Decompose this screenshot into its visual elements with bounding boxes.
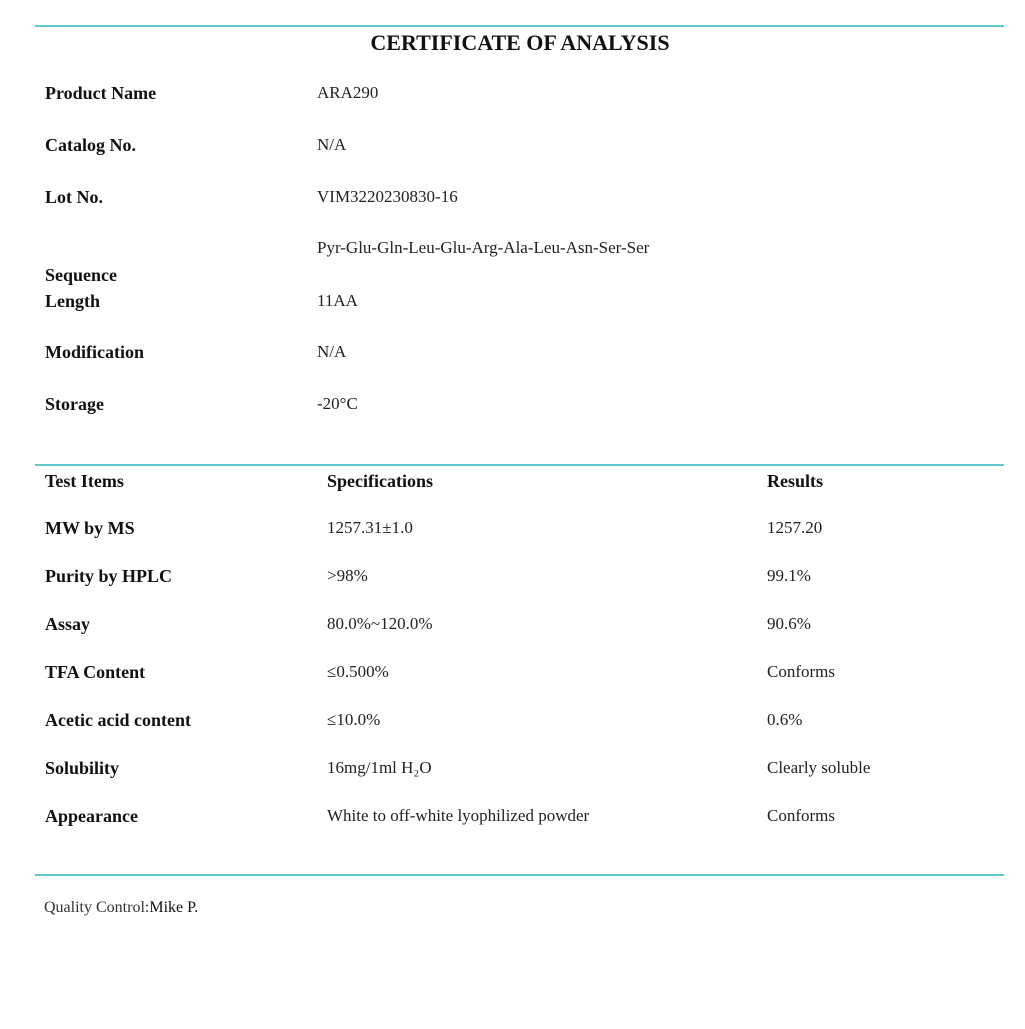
row-item: Purity by HPLC (45, 566, 173, 586)
row-item: Acetic acid content (45, 710, 191, 730)
header-specifications: Specifications (327, 471, 433, 491)
row-result: 99.1% (767, 566, 811, 585)
label-storage: Storage (45, 394, 104, 414)
row-item: Assay (45, 614, 91, 634)
value-storage: -20°C (317, 394, 358, 413)
value-catalog-no: N/A (317, 135, 347, 154)
label-modification: Modification (45, 342, 144, 362)
row-spec: 80.0%~120.0% (327, 614, 433, 633)
table-bottom-divider (35, 874, 1004, 876)
row-result: 0.6% (767, 710, 803, 729)
header-test-items: Test Items (45, 471, 124, 491)
row-result: Clearly soluble (767, 758, 871, 777)
table-top-divider (35, 464, 1004, 466)
qc-label: Quality Control (44, 899, 145, 916)
row-item: MW by MS (45, 518, 135, 538)
row-item: Appearance (45, 806, 138, 826)
label-product-name: Product Name (45, 83, 157, 103)
label-catalog-no: Catalog No. (45, 135, 136, 155)
qc-name: Mike P. (149, 899, 199, 916)
row-result: Conforms (767, 662, 835, 681)
quality-control-footer (44, 899, 198, 917)
row-result: Conforms (767, 806, 835, 825)
value-sequence: Pyr-Glu-Gln-Leu-Glu-Arg-Ala-Leu-Asn-Ser-Ser (317, 238, 650, 257)
qc-separator: : (144, 899, 150, 916)
row-spec: ≤10.0% (327, 710, 381, 729)
value-length: 11AA (317, 291, 358, 310)
row-result: 90.6% (767, 614, 811, 633)
row-spec: ≤0.500% (327, 662, 389, 681)
row-item: TFA Content (45, 662, 146, 682)
label-lot-no: Lot No. (45, 187, 103, 207)
top-divider (35, 25, 1004, 27)
row-item: Solubility (45, 758, 120, 778)
row-result: 1257.20 (767, 518, 823, 537)
value-lot-no: VIM3220230830-16 (317, 187, 458, 206)
row-spec: 1257.31±1.0 (327, 518, 413, 537)
row-spec: 16mg/1ml H₂O (327, 758, 432, 777)
row-spec: White to off-white lyophilized powder (327, 806, 590, 825)
label-sequence: Sequence (45, 265, 117, 285)
value-modification: N/A (317, 342, 347, 361)
label-length: Length (45, 291, 101, 311)
header-results: Results (767, 471, 824, 491)
row-spec: >98% (327, 566, 368, 585)
value-product-name: ARA290 (317, 83, 379, 102)
document-title: CERTIFICATE OF ANALYSIS (370, 30, 670, 55)
